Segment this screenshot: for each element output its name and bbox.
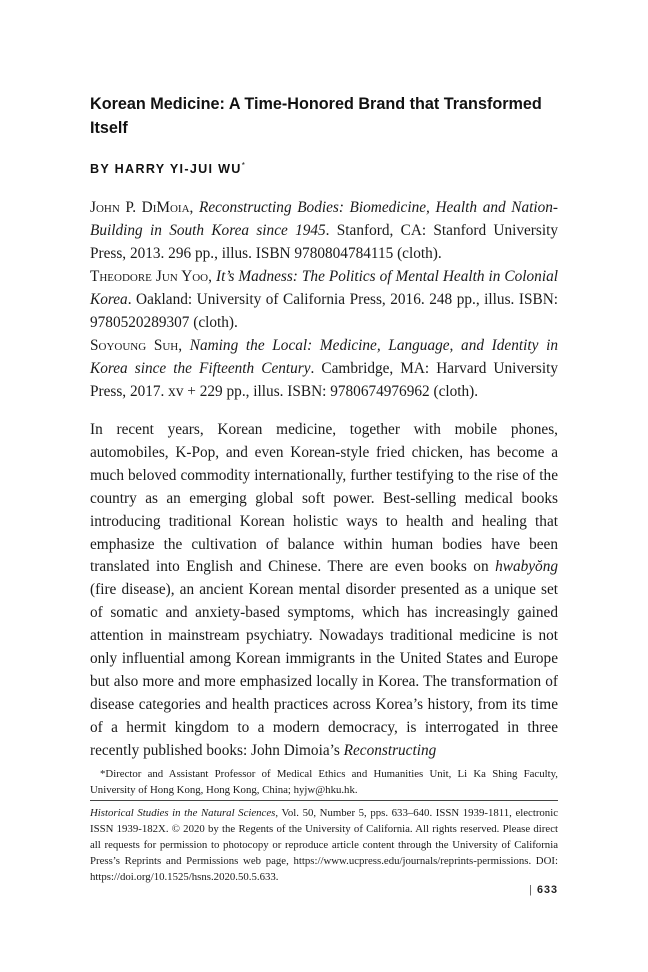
book-details: . Cambridge, MA: Harvard University Press, 2017. xv + 229 pp., illus. ISBN: 9780674976962 (cloth). xyxy=(90,360,558,400)
article-title: Korean Medicine: A Time-Honored Brand that Transformed Itself xyxy=(90,95,542,137)
book-author: Theodore Jun Yoo xyxy=(90,268,209,285)
page-number xyxy=(524,884,558,896)
author-name: BY HARRY YI-JUI WU xyxy=(90,162,242,177)
book-details: . Stanford, CA: Stanford University Press, 2013. 296 pp., illus. ISBN 9780804784115 (cloth). xyxy=(90,222,558,262)
body-text: In recent years, Korean medicine, together with mobile phones, automobiles, K-Pop, and even Korean-style fried chicken, has become a much beloved commodity internationally, further testifying to the rise of the country as an emerging global soft power. Best-selling medical books introducing traditional Korean holistic ways to health and healing that emphasize the cultivation of balance within human bodies have been translated into English and Chinese. There are even books on xyxy=(90,421,558,576)
term-hwabyong: hwabyŏng xyxy=(495,558,558,576)
footnote-marker: * xyxy=(241,161,245,170)
reviewed-book-2: Theodore Jun Yoo, It’s Madness: The Politics of Mental Health in Colonial Korea. Oakland: University of California Press, 2016. 248 pp., illus. ISBN: 9780520289307 (cloth). xyxy=(90,268,558,331)
body-paragraph xyxy=(90,419,558,763)
book-title: It’s Madness: The Politics of Mental Health in Colonial Korea xyxy=(90,268,558,308)
book-author: John P. DiMoia xyxy=(90,199,190,216)
page-separator: | xyxy=(529,884,533,896)
book-reference: Reconstructing xyxy=(343,741,437,759)
publication-info xyxy=(90,805,558,885)
publication-details: , Vol. 50, Number 5, pps. 633–640. ISSN 1939-1811, electronic ISSN 1939-182X. © 2020 by the Regents of the University of California. All rights reserved. Please direct all requests for permission to photocopy or reproduce article content through the University of California Press’s Reprints and Permissions web page, https://www.ucpress.edu/journals/reprints-permissions. DOI: https://doi.org/10.1525/hsns.2020.50.5.633. xyxy=(90,807,558,883)
article-page xyxy=(90,0,558,972)
reviewed-book-1: John P. DiMoia, Reconstructing Bodies: Biomedicine, Health and Nation-Building in South Korea since 1945. Stanford, CA: Stanford University Press, 2013. 296 pp., illus. ISBN 9780804784115 (cloth). xyxy=(90,199,559,262)
footnote-divider xyxy=(90,800,558,801)
body-text-continued: (fire disease), an ancient Korean mental disorder presented as a unique set of somatic and anxiety-based symptoms, which has increasingly gained attention in mainstream psychiatry. Nowadays traditional medicine is not only influential among Korean immigrants in the United States and Europe but also more and more emphasized locally in Korea. The transformation of disease categories and health practices across Korea’s history, from its time of a hermit kingdom to a modern democracy, is interrogated in three recently published books: John Dimoia’s xyxy=(90,581,558,759)
page-number-value: 633 xyxy=(536,884,558,896)
book-author: Soyoung Suh xyxy=(90,337,179,354)
author-byline xyxy=(90,161,245,176)
book-title: Reconstructing Bodies: Biomedicine, Health and Nation-Building in South Korea since 1945 xyxy=(90,199,559,239)
book-title: Naming the Local: Medicine, Language, and Identity in Korea since the Fifteenth Century xyxy=(90,337,558,377)
journal-name: Historical Studies in the Natural Sciences xyxy=(90,807,276,819)
reviewed-book-3: Soyoung Suh, Naming the Local: Medicine, Language, and Identity in Korea since the Fifteenth Century. Cambridge, MA: Harvard University Press, 2017. xv + 229 pp., illus. ISBN: 9780674976962 (cloth). xyxy=(90,337,558,400)
book-details: . Oakland: University of California Press, 2016. 248 pp., illus. ISBN: 9780520289307 (cloth). xyxy=(90,291,558,331)
author-footnote: *Director and Assistant Professor of Medical Ethics and Humanities Unit, Li Ka Shing Faculty, University of Hong Kong, Hong Kong, China; hyjw@hku.hk. xyxy=(90,768,558,796)
